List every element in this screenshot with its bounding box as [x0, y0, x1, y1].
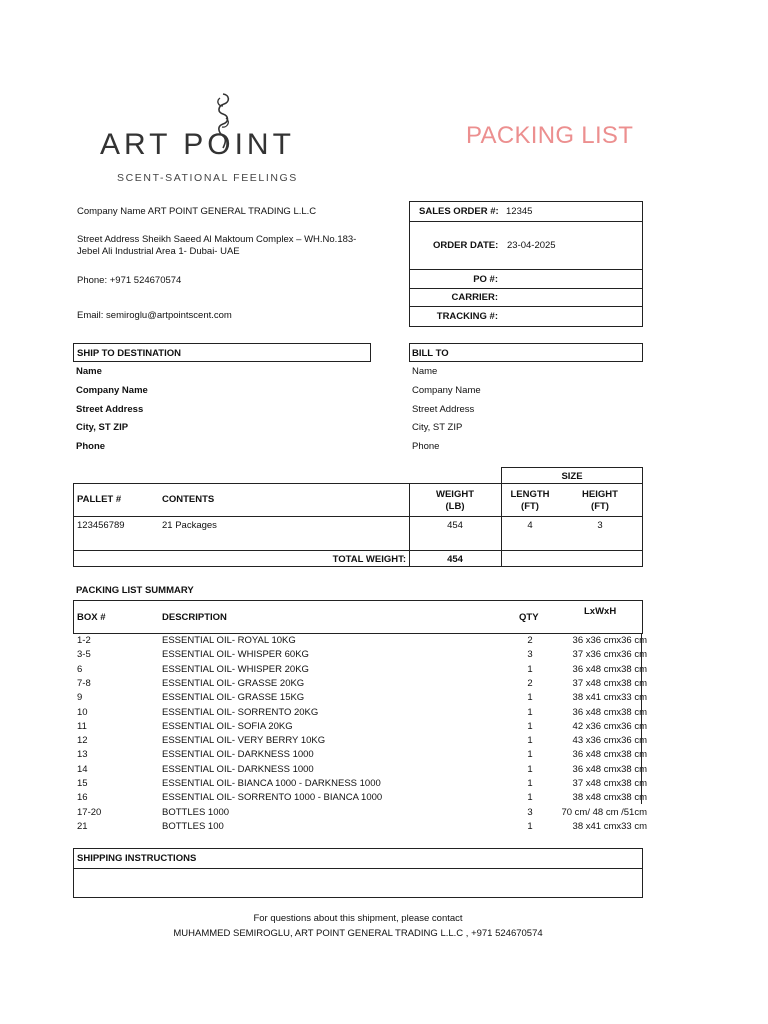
ship-to-street: Street Address: [76, 404, 144, 415]
item-description: ESSENTIAL OIL- DARKNESS 1000: [162, 763, 314, 775]
item-description: ESSENTIAL OIL- GRASSE 15KG: [162, 692, 305, 704]
box-number: 13: [77, 749, 88, 761]
col-weight-header-line2: (LB): [445, 501, 465, 512]
item-dimensions: 70 cm/ 48 cm /51cm: [561, 806, 647, 818]
ship-to-phone: Phone: [76, 441, 106, 452]
item-dimensions: 37 x36 cmx36 cm: [572, 649, 647, 661]
table-row: [75, 821, 647, 835]
box-number: 15: [77, 778, 88, 789]
table-row: [75, 807, 647, 821]
col-qty-header: QTY: [519, 612, 539, 623]
table-row: [75, 764, 647, 778]
table-row: [75, 792, 647, 806]
box-number: 16: [77, 792, 88, 804]
item-description: ESSENTIAL OIL- WHISPER 60KG: [162, 649, 309, 661]
order-date-value: 23-04-2025: [507, 240, 556, 251]
item-dimensions: 42 x36 cmx36 cm: [572, 720, 647, 732]
size-header: SIZE: [561, 471, 583, 482]
pallet-number: 123456789: [77, 520, 125, 531]
ship-to-city: City, ST ZIP: [76, 422, 129, 433]
col-contents-header: CONTENTS: [162, 494, 215, 505]
ship-to-company: Company Name: [76, 385, 148, 396]
brand-tagline: SCENT-SATIONAL FEELINGS: [117, 172, 298, 184]
table-row: [75, 678, 647, 692]
item-dimensions: 38 x48 cmx38 cm: [572, 792, 647, 804]
bill-to-header: BILL TO: [412, 348, 449, 359]
item-qty: 2: [527, 677, 533, 689]
item-description: BOTTLES 1000: [162, 806, 230, 818]
pallet-contents: 21 Packages: [162, 520, 217, 531]
table-row: [75, 735, 647, 749]
box-number: 1-2: [77, 635, 91, 646]
col-pallet-header: PALLET #: [77, 494, 122, 505]
table-row: [75, 664, 647, 678]
box-number: 6: [77, 663, 83, 675]
item-qty: 1: [527, 706, 533, 718]
item-qty: 1: [527, 663, 533, 675]
box-number: 12: [77, 735, 88, 747]
item-qty: 1: [527, 749, 533, 761]
item-dimensions: 36 x48 cmx38 cm: [572, 663, 647, 675]
item-dimensions: 37 x48 cmx38 cm: [572, 677, 647, 689]
item-description: ESSENTIAL OIL- WHISPER 20KG: [162, 663, 309, 675]
table-row: [75, 707, 647, 721]
footer-line2: MUHAMMED SEMIROGLU, ART POINT GENERAL TRADING L.L.C , +971 524670574: [173, 928, 543, 939]
item-description: ESSENTIAL OIL- ROYAL 10KG: [162, 635, 296, 646]
col-length-header-line1: LENGTH: [510, 489, 550, 500]
brand-name: ART POINT: [100, 128, 295, 161]
summary-header-box: [73, 600, 643, 634]
item-dimensions: 37 x48 cmx38 cm: [572, 778, 647, 789]
sales-order-label: SALES ORDER #:: [419, 206, 499, 217]
col-box-header: BOX #: [77, 612, 106, 623]
pallet-length: 4: [527, 520, 533, 531]
col-length-header: [505, 489, 555, 513]
pallet-height: 3: [597, 520, 603, 531]
item-dimensions: 36 x48 cmx38 cm: [572, 706, 647, 718]
table-row: [75, 635, 647, 649]
bill-to-company: Company Name: [412, 385, 481, 396]
col-description-header: DESCRIPTION: [162, 612, 227, 623]
box-number: 3-5: [77, 649, 91, 661]
box-number: 14: [77, 763, 88, 775]
company-phone: Phone: +971 524670574: [77, 275, 182, 286]
order-date-label: ORDER DATE:: [433, 240, 499, 251]
item-description: ESSENTIAL OIL- SORRENTO 1000 - BIANCA 1000: [162, 792, 383, 804]
col-height-header-line1: HEIGHT: [582, 489, 618, 500]
ship-to-name: Name: [76, 366, 102, 377]
item-description: ESSENTIAL OIL- BIANCA 1000 - DARKNESS 1000: [162, 778, 381, 789]
item-description: ESSENTIAL OIL- DARKNESS 1000: [162, 749, 314, 761]
dims-right-rule: [641, 634, 642, 804]
box-number: 9: [77, 692, 83, 704]
footer-line1: For questions about this shipment, please contact: [253, 913, 463, 924]
sales-order-value: 12345: [506, 206, 533, 217]
item-qty: 1: [527, 778, 533, 789]
bill-to-name: Name: [412, 366, 438, 377]
col-dims-header: LxWxH: [584, 606, 617, 617]
bill-to-street: Street Address: [412, 404, 475, 415]
item-qty: 1: [527, 735, 533, 747]
document-title: PACKING LIST: [466, 122, 634, 149]
table-row: [75, 721, 647, 735]
item-dimensions: 36 x48 cmx38 cm: [572, 763, 647, 775]
company-name: Company Name ART POINT GENERAL TRADING L.L.C: [77, 206, 317, 217]
item-qty: 3: [527, 649, 533, 661]
box-number: 7-8: [77, 677, 91, 689]
box-number: 10: [77, 706, 88, 718]
total-weight-value: 454: [447, 554, 463, 565]
col-weight-header: [409, 489, 501, 513]
item-qty: 1: [527, 763, 533, 775]
total-weight-label: TOTAL WEIGHT:: [332, 554, 406, 565]
item-description: ESSENTIAL OIL- GRASSE 20KG: [162, 677, 305, 689]
summary-title: PACKING LIST SUMMARY: [76, 585, 194, 596]
item-qty: 3: [527, 806, 533, 818]
col-height-header-line2: (FT): [591, 501, 609, 512]
carrier-label: CARRIER:: [451, 292, 498, 303]
item-description: ESSENTIAL OIL- SOFIA 20KG: [162, 720, 293, 732]
item-qty: 1: [527, 820, 533, 832]
item-qty: 1: [527, 692, 533, 704]
company-address-line2: Jebel Ali Industrial Area 1- Dubai- UAE: [77, 246, 240, 257]
company-email: Email: semiroglu@artpointscent.com: [77, 310, 232, 321]
table-row: [75, 692, 647, 706]
pallet-weight: 454: [447, 520, 463, 531]
box-number: 11: [77, 720, 87, 732]
col-length-header-line2: (FT): [521, 501, 539, 512]
item-dimensions: 36 x48 cmx38 cm: [572, 749, 647, 761]
item-description: BOTTLES 100: [162, 820, 224, 832]
item-qty: 2: [527, 635, 533, 646]
item-qty: 1: [527, 720, 533, 732]
item-description: ESSENTIAL OIL- VERY BERRY 10KG: [162, 735, 326, 747]
table-row: [75, 749, 647, 763]
box-number: 17-20: [77, 806, 102, 818]
table-row: [75, 778, 647, 792]
order-info-box: [409, 201, 643, 327]
item-dimensions: 43 x36 cmx36 cm: [572, 735, 647, 747]
item-qty: 1: [527, 792, 533, 804]
box-number: 21: [77, 820, 88, 832]
ship-to-header: SHIP TO DESTINATION: [77, 348, 181, 359]
bill-to-city: City, ST ZIP: [412, 422, 463, 433]
item-dimensions: 38 x41 cmx33 cm: [572, 820, 647, 832]
table-row: [75, 649, 647, 663]
tracking-label: TRACKING #:: [436, 311, 498, 322]
brand-logo: [100, 92, 315, 187]
col-height-header: [572, 489, 628, 513]
item-description: ESSENTIAL OIL- SORRENTO 20KG: [162, 706, 319, 718]
shipping-instructions-header: SHIPPING INSTRUCTIONS: [77, 853, 197, 864]
bill-to-phone: Phone: [412, 441, 440, 452]
company-address-line1: Street Address Sheikh Saeed Al Maktoum Complex – WH.No.183-: [77, 234, 357, 245]
item-dimensions: 36 x36 cmx36 cm: [572, 635, 647, 646]
col-weight-header-line1: WEIGHT: [436, 489, 474, 500]
po-label: PO #:: [473, 274, 498, 285]
item-dimensions: 38 x41 cmx33 cm: [572, 692, 647, 704]
